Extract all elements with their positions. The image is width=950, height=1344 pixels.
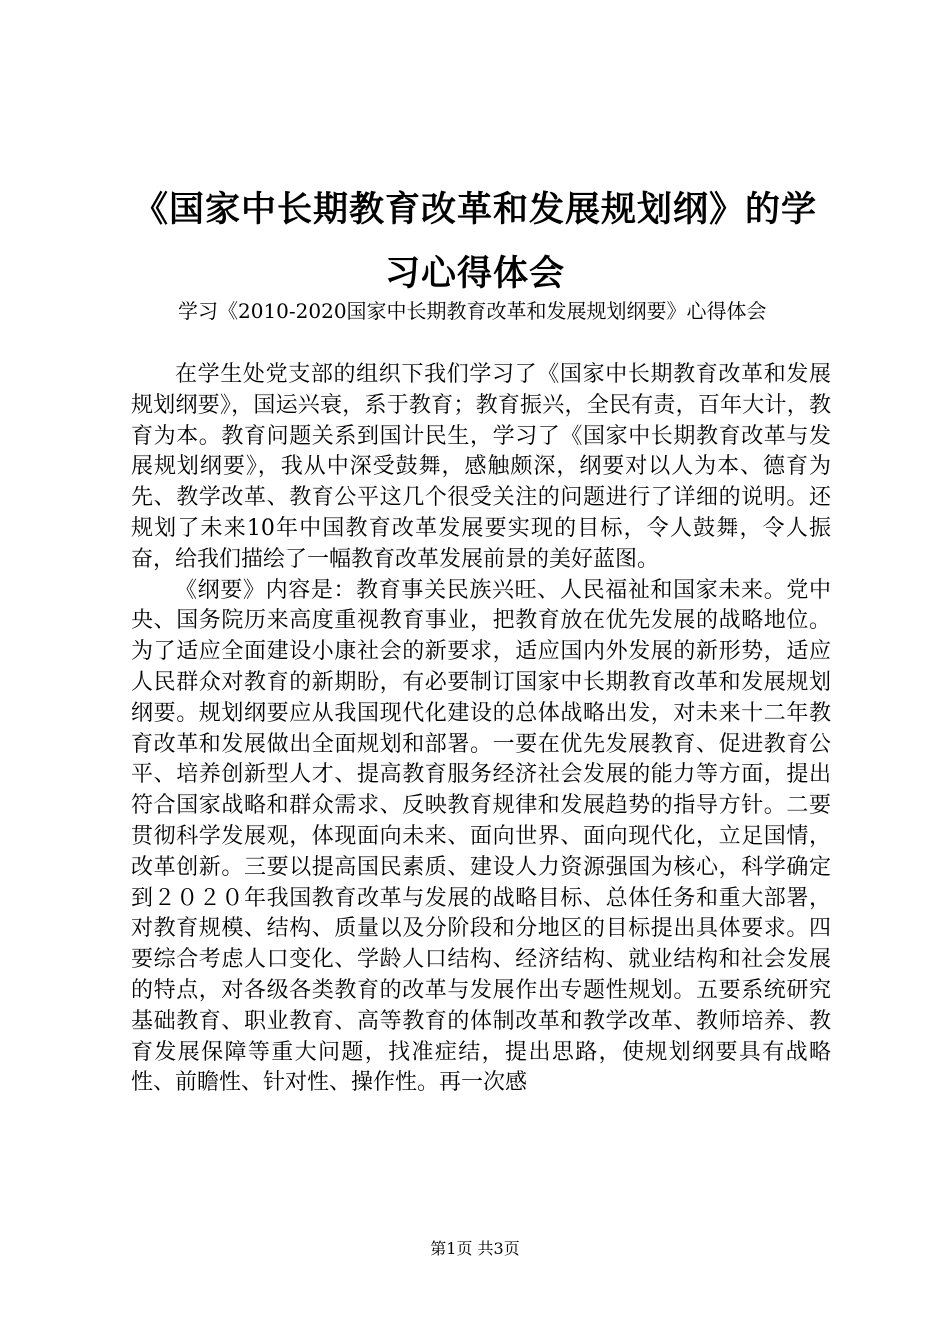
document-subtitle: 学习《2010-2020国家中长期教育改革和发展规划纲要》心得体会 bbox=[178, 299, 767, 323]
body-paragraph: 在学生处党支部的组织下我们学习了《国家中长期教育改革和发展规划纲要》，国运兴衰，系于教育；教育振兴，全民有责，百年大计，教育为本。教育问题关系到国计民生，学习了《国家中长期教育改革与发展规划纲要》，我从中深受鼓舞，感触颇深，纲要对以人为本、德育为先、教学改革、教育公平这几个很受关注的问题进行了详细的说明。还规划了未来10年中国教育改革发展要实现的目标，令人鼓舞，令人振奋，给我们描绘了一幅教育改革发展前景的美好蓝图。 bbox=[131, 362, 831, 572]
document-title: 《国家中长期教育改革和发展规划纲》的学习心得体会 bbox=[132, 190, 817, 294]
page-number-footer: 第1页 共3页 bbox=[430, 1239, 520, 1258]
document-body bbox=[131, 360, 831, 1099]
body-paragraph: 《纲要》内容是：教育事关民族兴旺、人民福祉和国家未来。党中央、国务院历来高度重视教育事业，把教育放在优先发展的战略地位。为了适应全面建设小康社会的新要求，适应国内外发展的新形势，适应人民群众对教育的新期盼，有必要制订国家中长期教育改革和发展规划纲要。规划纲要应从我国现代化建设的总体战略出发，对未来十二年教育改革和发展做出全面规划和部署。一要在优先发展教育、促进教育公平、培养创新型人才、提高教育服务经济社会发展的能力等方面，提出符合国家战略和群众需求、反映教育规律和发展趋势的指导方针。二要贯彻科学发展观，体现面向未来、面向世界、面向现代化，立足国情，改革创新。三要以提高国民素质、建设人力资源强国为核心，科学确定到２０２０年我国教育改革与发展的战略目标、总体任务和重大部署，对教育规模、结构、质量以及分阶段和分地区的目标提出具体要求。四要综合考虑人口变化、学龄人口结构、经济结构、就业结构和社会发展的特点，对各级各类教育的改革与发展作出专题性规划。五要系统研究基础教育、职业教育、高等教育的体制改革和教学改革、教师培养、教育发展保障等重大问题，找准症结，提出思路，使规划纲要具有战略性、前瞻性、针对性、操作性。再一次感 bbox=[131, 577, 831, 1096]
